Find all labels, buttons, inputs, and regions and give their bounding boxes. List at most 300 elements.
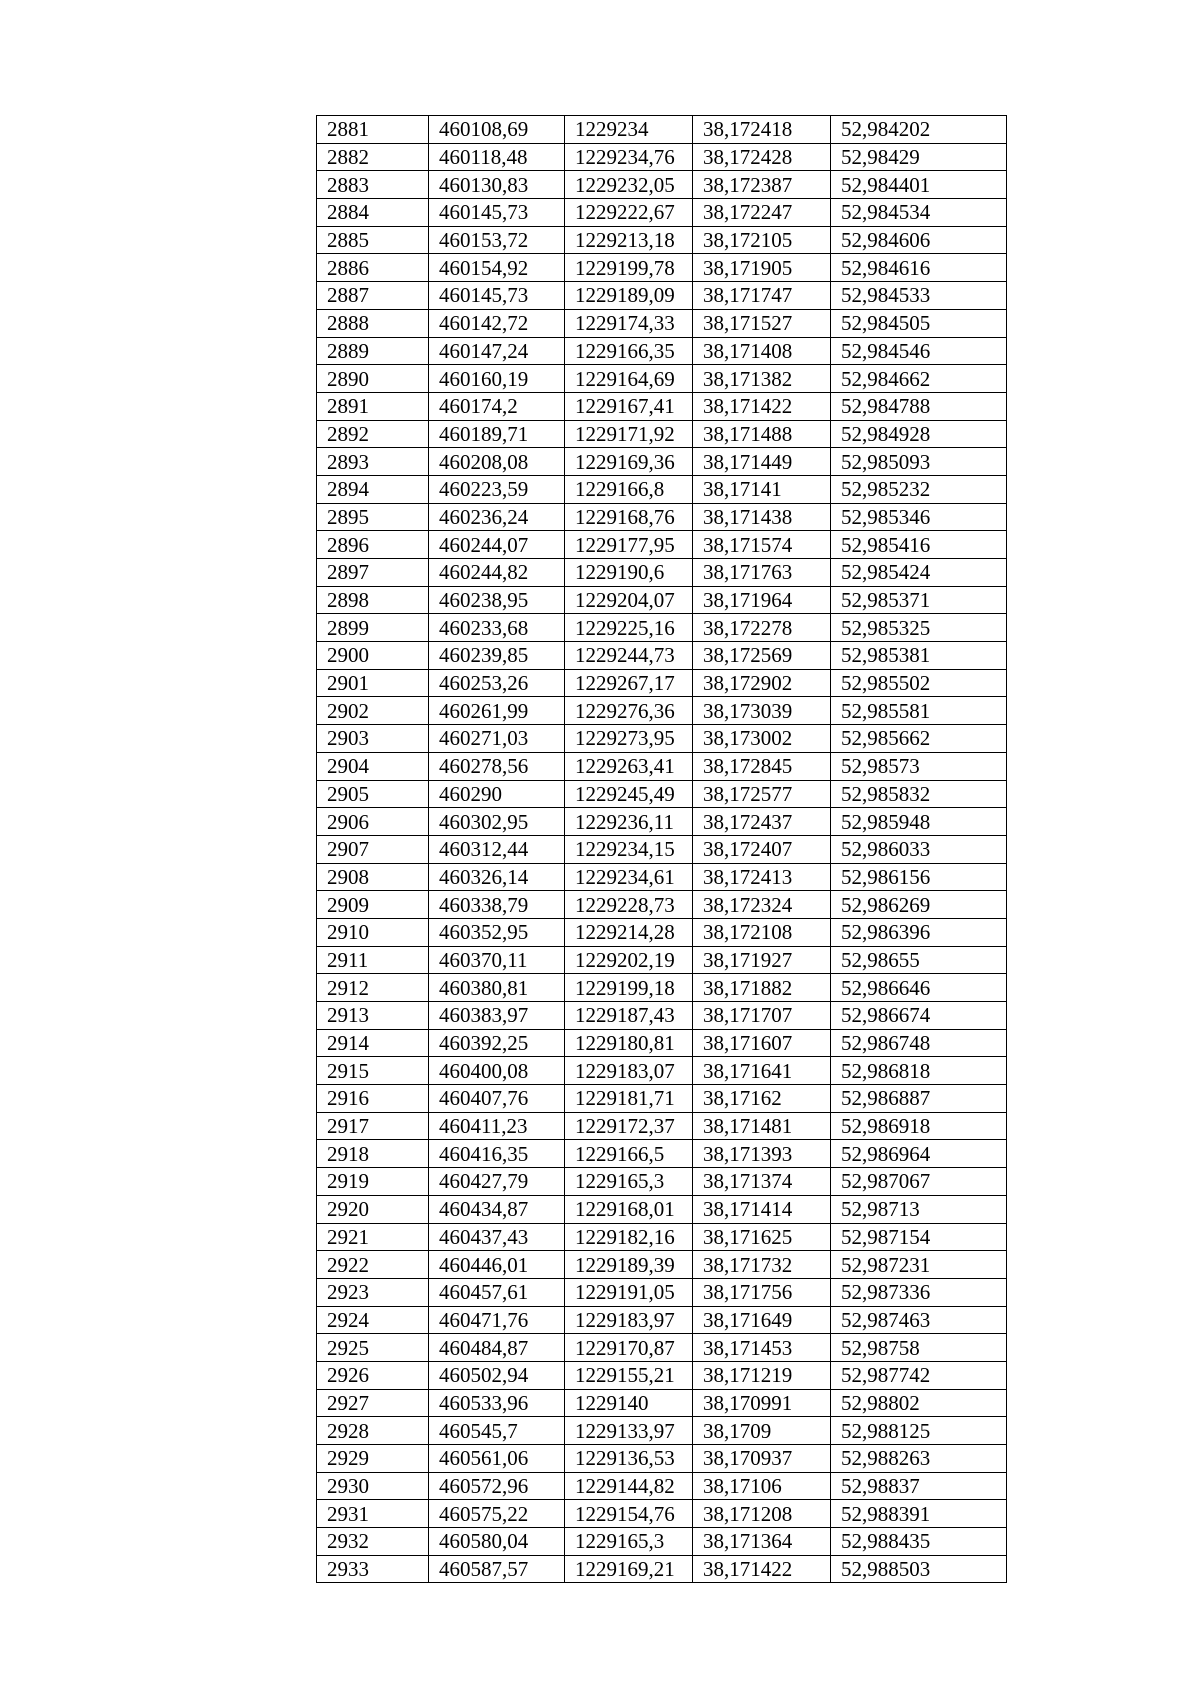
- x-coordinate-cell: 460189,71: [429, 420, 565, 448]
- point-number-cell: 2887: [317, 282, 429, 310]
- longitude-cell: 38,171707: [693, 1002, 831, 1030]
- longitude-cell: 38,172387: [693, 171, 831, 199]
- longitude-cell: 38,171927: [693, 946, 831, 974]
- longitude-cell: 38,17106: [693, 1472, 831, 1500]
- x-coordinate-cell: 460130,83: [429, 171, 565, 199]
- x-coordinate-cell: 460253,26: [429, 669, 565, 697]
- y-coordinate-cell: 1229273,95: [565, 725, 693, 753]
- longitude-cell: 38,17141: [693, 475, 831, 503]
- latitude-cell: 52,98429: [831, 143, 1007, 171]
- latitude-cell: 52,986033: [831, 835, 1007, 863]
- latitude-cell: 52,985381: [831, 642, 1007, 670]
- table-row: [317, 282, 1007, 310]
- latitude-cell: 52,988435: [831, 1528, 1007, 1556]
- latitude-cell: 52,985371: [831, 586, 1007, 614]
- point-number-cell: 2925: [317, 1334, 429, 1362]
- longitude-cell: 38,171732: [693, 1251, 831, 1279]
- latitude-cell: 52,985416: [831, 531, 1007, 559]
- latitude-cell: 52,984546: [831, 337, 1007, 365]
- x-coordinate-cell: 460446,01: [429, 1251, 565, 1279]
- point-number-cell: 2915: [317, 1057, 429, 1085]
- table-row: [317, 1500, 1007, 1528]
- y-coordinate-cell: 1229225,16: [565, 614, 693, 642]
- longitude-cell: 38,172108: [693, 918, 831, 946]
- y-coordinate-cell: 1229234,61: [565, 863, 693, 891]
- table-row: [317, 1112, 1007, 1140]
- point-number-cell: 2914: [317, 1029, 429, 1057]
- y-coordinate-cell: 1229183,97: [565, 1306, 693, 1334]
- y-coordinate-cell: 1229213,18: [565, 226, 693, 254]
- table-row: [317, 365, 1007, 393]
- latitude-cell: 52,98655: [831, 946, 1007, 974]
- table-row: [317, 974, 1007, 1002]
- latitude-cell: 52,986646: [831, 974, 1007, 1002]
- point-number-cell: 2916: [317, 1085, 429, 1113]
- point-number-cell: 2897: [317, 559, 429, 587]
- x-coordinate-cell: 460147,24: [429, 337, 565, 365]
- table-row: [317, 1361, 1007, 1389]
- table-row: [317, 642, 1007, 670]
- point-number-cell: 2906: [317, 808, 429, 836]
- longitude-cell: 38,173039: [693, 697, 831, 725]
- latitude-cell: 52,987231: [831, 1251, 1007, 1279]
- latitude-cell: 52,98837: [831, 1472, 1007, 1500]
- x-coordinate-cell: 460261,99: [429, 697, 565, 725]
- x-coordinate-cell: 460233,68: [429, 614, 565, 642]
- table-row: [317, 116, 1007, 144]
- table-row: [317, 1057, 1007, 1085]
- table-row: [317, 752, 1007, 780]
- point-number-cell: 2886: [317, 254, 429, 282]
- y-coordinate-cell: 1229180,81: [565, 1029, 693, 1057]
- point-number-cell: 2913: [317, 1002, 429, 1030]
- table-row: [317, 1555, 1007, 1583]
- table-row: [317, 309, 1007, 337]
- y-coordinate-cell: 1229234: [565, 116, 693, 144]
- x-coordinate-cell: 460502,94: [429, 1361, 565, 1389]
- longitude-cell: 38,1709: [693, 1417, 831, 1445]
- point-number-cell: 2888: [317, 309, 429, 337]
- y-coordinate-cell: 1229228,73: [565, 891, 693, 919]
- latitude-cell: 52,984505: [831, 309, 1007, 337]
- table-row: [317, 808, 1007, 836]
- point-number-cell: 2909: [317, 891, 429, 919]
- latitude-cell: 52,986818: [831, 1057, 1007, 1085]
- longitude-cell: 38,171488: [693, 420, 831, 448]
- point-number-cell: 2920: [317, 1195, 429, 1223]
- y-coordinate-cell: 1229199,18: [565, 974, 693, 1002]
- longitude-cell: 38,170937: [693, 1445, 831, 1473]
- table-row: [317, 254, 1007, 282]
- x-coordinate-cell: 460142,72: [429, 309, 565, 337]
- longitude-cell: 38,173002: [693, 725, 831, 753]
- x-coordinate-cell: 460290: [429, 780, 565, 808]
- point-number-cell: 2890: [317, 365, 429, 393]
- point-number-cell: 2904: [317, 752, 429, 780]
- longitude-cell: 38,171756: [693, 1278, 831, 1306]
- longitude-cell: 38,172902: [693, 669, 831, 697]
- x-coordinate-cell: 460352,95: [429, 918, 565, 946]
- longitude-cell: 38,171481: [693, 1112, 831, 1140]
- latitude-cell: 52,987154: [831, 1223, 1007, 1251]
- point-number-cell: 2911: [317, 946, 429, 974]
- y-coordinate-cell: 1229267,17: [565, 669, 693, 697]
- longitude-cell: 38,171438: [693, 503, 831, 531]
- x-coordinate-cell: 460223,59: [429, 475, 565, 503]
- longitude-cell: 38,171649: [693, 1306, 831, 1334]
- longitude-cell: 38,172418: [693, 116, 831, 144]
- table-row: [317, 392, 1007, 420]
- x-coordinate-cell: 460145,73: [429, 282, 565, 310]
- longitude-cell: 38,171453: [693, 1334, 831, 1362]
- latitude-cell: 52,985502: [831, 669, 1007, 697]
- y-coordinate-cell: 1229232,05: [565, 171, 693, 199]
- table-row: [317, 614, 1007, 642]
- latitude-cell: 52,98713: [831, 1195, 1007, 1223]
- x-coordinate-cell: 460108,69: [429, 116, 565, 144]
- point-number-cell: 2895: [317, 503, 429, 531]
- x-coordinate-cell: 460370,11: [429, 946, 565, 974]
- table-row: [317, 669, 1007, 697]
- table-row: [317, 946, 1007, 974]
- y-coordinate-cell: 1229168,01: [565, 1195, 693, 1223]
- latitude-cell: 52,985832: [831, 780, 1007, 808]
- longitude-cell: 38,172428: [693, 143, 831, 171]
- y-coordinate-cell: 1229263,41: [565, 752, 693, 780]
- longitude-cell: 38,171414: [693, 1195, 831, 1223]
- x-coordinate-cell: 460587,57: [429, 1555, 565, 1583]
- table-row: [317, 1168, 1007, 1196]
- latitude-cell: 52,984616: [831, 254, 1007, 282]
- point-number-cell: 2918: [317, 1140, 429, 1168]
- point-number-cell: 2931: [317, 1500, 429, 1528]
- latitude-cell: 52,984534: [831, 199, 1007, 227]
- latitude-cell: 52,984928: [831, 420, 1007, 448]
- latitude-cell: 52,987463: [831, 1306, 1007, 1334]
- longitude-cell: 38,171625: [693, 1223, 831, 1251]
- x-coordinate-cell: 460244,07: [429, 531, 565, 559]
- latitude-cell: 52,985325: [831, 614, 1007, 642]
- point-number-cell: 2892: [317, 420, 429, 448]
- latitude-cell: 52,98758: [831, 1334, 1007, 1362]
- latitude-cell: 52,986674: [831, 1002, 1007, 1030]
- latitude-cell: 52,985424: [831, 559, 1007, 587]
- y-coordinate-cell: 1229234,76: [565, 143, 693, 171]
- longitude-cell: 38,172278: [693, 614, 831, 642]
- latitude-cell: 52,988391: [831, 1500, 1007, 1528]
- x-coordinate-cell: 460238,95: [429, 586, 565, 614]
- longitude-cell: 38,171763: [693, 559, 831, 587]
- y-coordinate-cell: 1229172,37: [565, 1112, 693, 1140]
- point-number-cell: 2923: [317, 1278, 429, 1306]
- longitude-cell: 38,171964: [693, 586, 831, 614]
- y-coordinate-cell: 1229187,43: [565, 1002, 693, 1030]
- x-coordinate-cell: 460407,76: [429, 1085, 565, 1113]
- y-coordinate-cell: 1229204,07: [565, 586, 693, 614]
- longitude-cell: 38,171905: [693, 254, 831, 282]
- point-number-cell: 2919: [317, 1168, 429, 1196]
- table-row: [317, 1334, 1007, 1362]
- x-coordinate-cell: 460580,04: [429, 1528, 565, 1556]
- latitude-cell: 52,987336: [831, 1278, 1007, 1306]
- table-row: [317, 1306, 1007, 1334]
- longitude-cell: 38,170991: [693, 1389, 831, 1417]
- y-coordinate-cell: 1229136,53: [565, 1445, 693, 1473]
- x-coordinate-cell: 460471,76: [429, 1306, 565, 1334]
- x-coordinate-cell: 460145,73: [429, 199, 565, 227]
- y-coordinate-cell: 1229144,82: [565, 1472, 693, 1500]
- y-coordinate-cell: 1229164,69: [565, 365, 693, 393]
- table-row: [317, 835, 1007, 863]
- point-number-cell: 2905: [317, 780, 429, 808]
- x-coordinate-cell: 460457,61: [429, 1278, 565, 1306]
- y-coordinate-cell: 1229154,76: [565, 1500, 693, 1528]
- y-coordinate-cell: 1229244,73: [565, 642, 693, 670]
- table-row: [317, 697, 1007, 725]
- point-number-cell: 2908: [317, 863, 429, 891]
- longitude-cell: 38,171374: [693, 1168, 831, 1196]
- point-number-cell: 2921: [317, 1223, 429, 1251]
- x-coordinate-cell: 460383,97: [429, 1002, 565, 1030]
- longitude-cell: 38,17162: [693, 1085, 831, 1113]
- x-coordinate-cell: 460400,08: [429, 1057, 565, 1085]
- y-coordinate-cell: 1229140: [565, 1389, 693, 1417]
- table-row: [317, 1389, 1007, 1417]
- y-coordinate-cell: 1229174,33: [565, 309, 693, 337]
- x-coordinate-cell: 460434,87: [429, 1195, 565, 1223]
- y-coordinate-cell: 1229189,39: [565, 1251, 693, 1279]
- y-coordinate-cell: 1229276,36: [565, 697, 693, 725]
- x-coordinate-cell: 460153,72: [429, 226, 565, 254]
- point-number-cell: 2917: [317, 1112, 429, 1140]
- longitude-cell: 38,172324: [693, 891, 831, 919]
- y-coordinate-cell: 1229214,28: [565, 918, 693, 946]
- latitude-cell: 52,986918: [831, 1112, 1007, 1140]
- table-row: [317, 891, 1007, 919]
- longitude-cell: 38,171527: [693, 309, 831, 337]
- x-coordinate-cell: 460572,96: [429, 1472, 565, 1500]
- x-coordinate-cell: 460174,2: [429, 392, 565, 420]
- longitude-cell: 38,171219: [693, 1361, 831, 1389]
- x-coordinate-cell: 460545,7: [429, 1417, 565, 1445]
- y-coordinate-cell: 1229166,5: [565, 1140, 693, 1168]
- point-number-cell: 2899: [317, 614, 429, 642]
- point-number-cell: 2907: [317, 835, 429, 863]
- point-number-cell: 2882: [317, 143, 429, 171]
- table-row: [317, 780, 1007, 808]
- point-number-cell: 2900: [317, 642, 429, 670]
- x-coordinate-cell: 460380,81: [429, 974, 565, 1002]
- y-coordinate-cell: 1229165,3: [565, 1168, 693, 1196]
- point-number-cell: 2912: [317, 974, 429, 1002]
- x-coordinate-cell: 460244,82: [429, 559, 565, 587]
- point-number-cell: 2933: [317, 1555, 429, 1583]
- y-coordinate-cell: 1229222,67: [565, 199, 693, 227]
- coordinates-table: [316, 115, 1007, 1583]
- coordinates-table-body: [317, 116, 1007, 1583]
- longitude-cell: 38,171574: [693, 531, 831, 559]
- x-coordinate-cell: 460208,08: [429, 448, 565, 476]
- latitude-cell: 52,988503: [831, 1555, 1007, 1583]
- latitude-cell: 52,986964: [831, 1140, 1007, 1168]
- table-row: [317, 531, 1007, 559]
- x-coordinate-cell: 460302,95: [429, 808, 565, 836]
- latitude-cell: 52,985346: [831, 503, 1007, 531]
- x-coordinate-cell: 460411,23: [429, 1112, 565, 1140]
- x-coordinate-cell: 460236,24: [429, 503, 565, 531]
- longitude-cell: 38,172845: [693, 752, 831, 780]
- longitude-cell: 38,171408: [693, 337, 831, 365]
- table-row: [317, 1195, 1007, 1223]
- table-row: [317, 337, 1007, 365]
- table-row: [317, 226, 1007, 254]
- latitude-cell: 52,984401: [831, 171, 1007, 199]
- x-coordinate-cell: 460118,48: [429, 143, 565, 171]
- longitude-cell: 38,171641: [693, 1057, 831, 1085]
- table-row: [317, 143, 1007, 171]
- latitude-cell: 52,986748: [831, 1029, 1007, 1057]
- point-number-cell: 2901: [317, 669, 429, 697]
- y-coordinate-cell: 1229191,05: [565, 1278, 693, 1306]
- table-row: [317, 475, 1007, 503]
- table-row: [317, 1417, 1007, 1445]
- latitude-cell: 52,984606: [831, 226, 1007, 254]
- x-coordinate-cell: 460575,22: [429, 1500, 565, 1528]
- x-coordinate-cell: 460160,19: [429, 365, 565, 393]
- table-row: [317, 1251, 1007, 1279]
- y-coordinate-cell: 1229183,07: [565, 1057, 693, 1085]
- latitude-cell: 52,986396: [831, 918, 1007, 946]
- x-coordinate-cell: 460392,25: [429, 1029, 565, 1057]
- y-coordinate-cell: 1229202,19: [565, 946, 693, 974]
- table-row: [317, 863, 1007, 891]
- x-coordinate-cell: 460533,96: [429, 1389, 565, 1417]
- x-coordinate-cell: 460427,79: [429, 1168, 565, 1196]
- longitude-cell: 38,172437: [693, 808, 831, 836]
- longitude-cell: 38,171882: [693, 974, 831, 1002]
- y-coordinate-cell: 1229182,16: [565, 1223, 693, 1251]
- latitude-cell: 52,985581: [831, 697, 1007, 725]
- y-coordinate-cell: 1229155,21: [565, 1361, 693, 1389]
- y-coordinate-cell: 1229168,76: [565, 503, 693, 531]
- point-number-cell: 2884: [317, 199, 429, 227]
- point-number-cell: 2898: [317, 586, 429, 614]
- longitude-cell: 38,171364: [693, 1528, 831, 1556]
- longitude-cell: 38,171382: [693, 365, 831, 393]
- latitude-cell: 52,98573: [831, 752, 1007, 780]
- latitude-cell: 52,985093: [831, 448, 1007, 476]
- longitude-cell: 38,171422: [693, 1555, 831, 1583]
- point-number-cell: 2893: [317, 448, 429, 476]
- x-coordinate-cell: 460312,44: [429, 835, 565, 863]
- longitude-cell: 38,171422: [693, 392, 831, 420]
- latitude-cell: 52,984788: [831, 392, 1007, 420]
- longitude-cell: 38,171393: [693, 1140, 831, 1168]
- x-coordinate-cell: 460437,43: [429, 1223, 565, 1251]
- table-row: [317, 1528, 1007, 1556]
- y-coordinate-cell: 1229166,35: [565, 337, 693, 365]
- x-coordinate-cell: 460278,56: [429, 752, 565, 780]
- y-coordinate-cell: 1229190,6: [565, 559, 693, 587]
- table-row: [317, 1085, 1007, 1113]
- y-coordinate-cell: 1229181,71: [565, 1085, 693, 1113]
- x-coordinate-cell: 460154,92: [429, 254, 565, 282]
- point-number-cell: 2902: [317, 697, 429, 725]
- point-number-cell: 2903: [317, 725, 429, 753]
- latitude-cell: 52,986156: [831, 863, 1007, 891]
- table-row: [317, 199, 1007, 227]
- y-coordinate-cell: 1229169,36: [565, 448, 693, 476]
- x-coordinate-cell: 460416,35: [429, 1140, 565, 1168]
- y-coordinate-cell: 1229169,21: [565, 1555, 693, 1583]
- point-number-cell: 2922: [317, 1251, 429, 1279]
- point-number-cell: 2930: [317, 1472, 429, 1500]
- latitude-cell: 52,988125: [831, 1417, 1007, 1445]
- latitude-cell: 52,984202: [831, 116, 1007, 144]
- longitude-cell: 38,171449: [693, 448, 831, 476]
- longitude-cell: 38,172413: [693, 863, 831, 891]
- table-row: [317, 918, 1007, 946]
- table-row: [317, 586, 1007, 614]
- x-coordinate-cell: 460561,06: [429, 1445, 565, 1473]
- point-number-cell: 2929: [317, 1445, 429, 1473]
- point-number-cell: 2896: [317, 531, 429, 559]
- latitude-cell: 52,987742: [831, 1361, 1007, 1389]
- point-number-cell: 2894: [317, 475, 429, 503]
- table-row: [317, 1002, 1007, 1030]
- table-row: [317, 420, 1007, 448]
- y-coordinate-cell: 1229170,87: [565, 1334, 693, 1362]
- longitude-cell: 38,172569: [693, 642, 831, 670]
- point-number-cell: 2881: [317, 116, 429, 144]
- longitude-cell: 38,171208: [693, 1500, 831, 1528]
- longitude-cell: 38,172577: [693, 780, 831, 808]
- longitude-cell: 38,172407: [693, 835, 831, 863]
- point-number-cell: 2928: [317, 1417, 429, 1445]
- table-row: [317, 1140, 1007, 1168]
- table-row: [317, 1445, 1007, 1473]
- y-coordinate-cell: 1229234,15: [565, 835, 693, 863]
- y-coordinate-cell: 1229199,78: [565, 254, 693, 282]
- x-coordinate-cell: 460326,14: [429, 863, 565, 891]
- y-coordinate-cell: 1229245,49: [565, 780, 693, 808]
- latitude-cell: 52,986269: [831, 891, 1007, 919]
- latitude-cell: 52,985232: [831, 475, 1007, 503]
- point-number-cell: 2885: [317, 226, 429, 254]
- y-coordinate-cell: 1229236,11: [565, 808, 693, 836]
- latitude-cell: 52,985662: [831, 725, 1007, 753]
- table-row: [317, 171, 1007, 199]
- table-row: [317, 503, 1007, 531]
- table-row: [317, 559, 1007, 587]
- point-number-cell: 2932: [317, 1528, 429, 1556]
- table-row: [317, 1278, 1007, 1306]
- y-coordinate-cell: 1229171,92: [565, 420, 693, 448]
- table-row: [317, 448, 1007, 476]
- y-coordinate-cell: 1229166,8: [565, 475, 693, 503]
- latitude-cell: 52,986887: [831, 1085, 1007, 1113]
- point-number-cell: 2910: [317, 918, 429, 946]
- longitude-cell: 38,172105: [693, 226, 831, 254]
- longitude-cell: 38,172247: [693, 199, 831, 227]
- point-number-cell: 2927: [317, 1389, 429, 1417]
- longitude-cell: 38,171747: [693, 282, 831, 310]
- latitude-cell: 52,988263: [831, 1445, 1007, 1473]
- y-coordinate-cell: 1229189,09: [565, 282, 693, 310]
- x-coordinate-cell: 460239,85: [429, 642, 565, 670]
- latitude-cell: 52,98802: [831, 1389, 1007, 1417]
- longitude-cell: 38,171607: [693, 1029, 831, 1057]
